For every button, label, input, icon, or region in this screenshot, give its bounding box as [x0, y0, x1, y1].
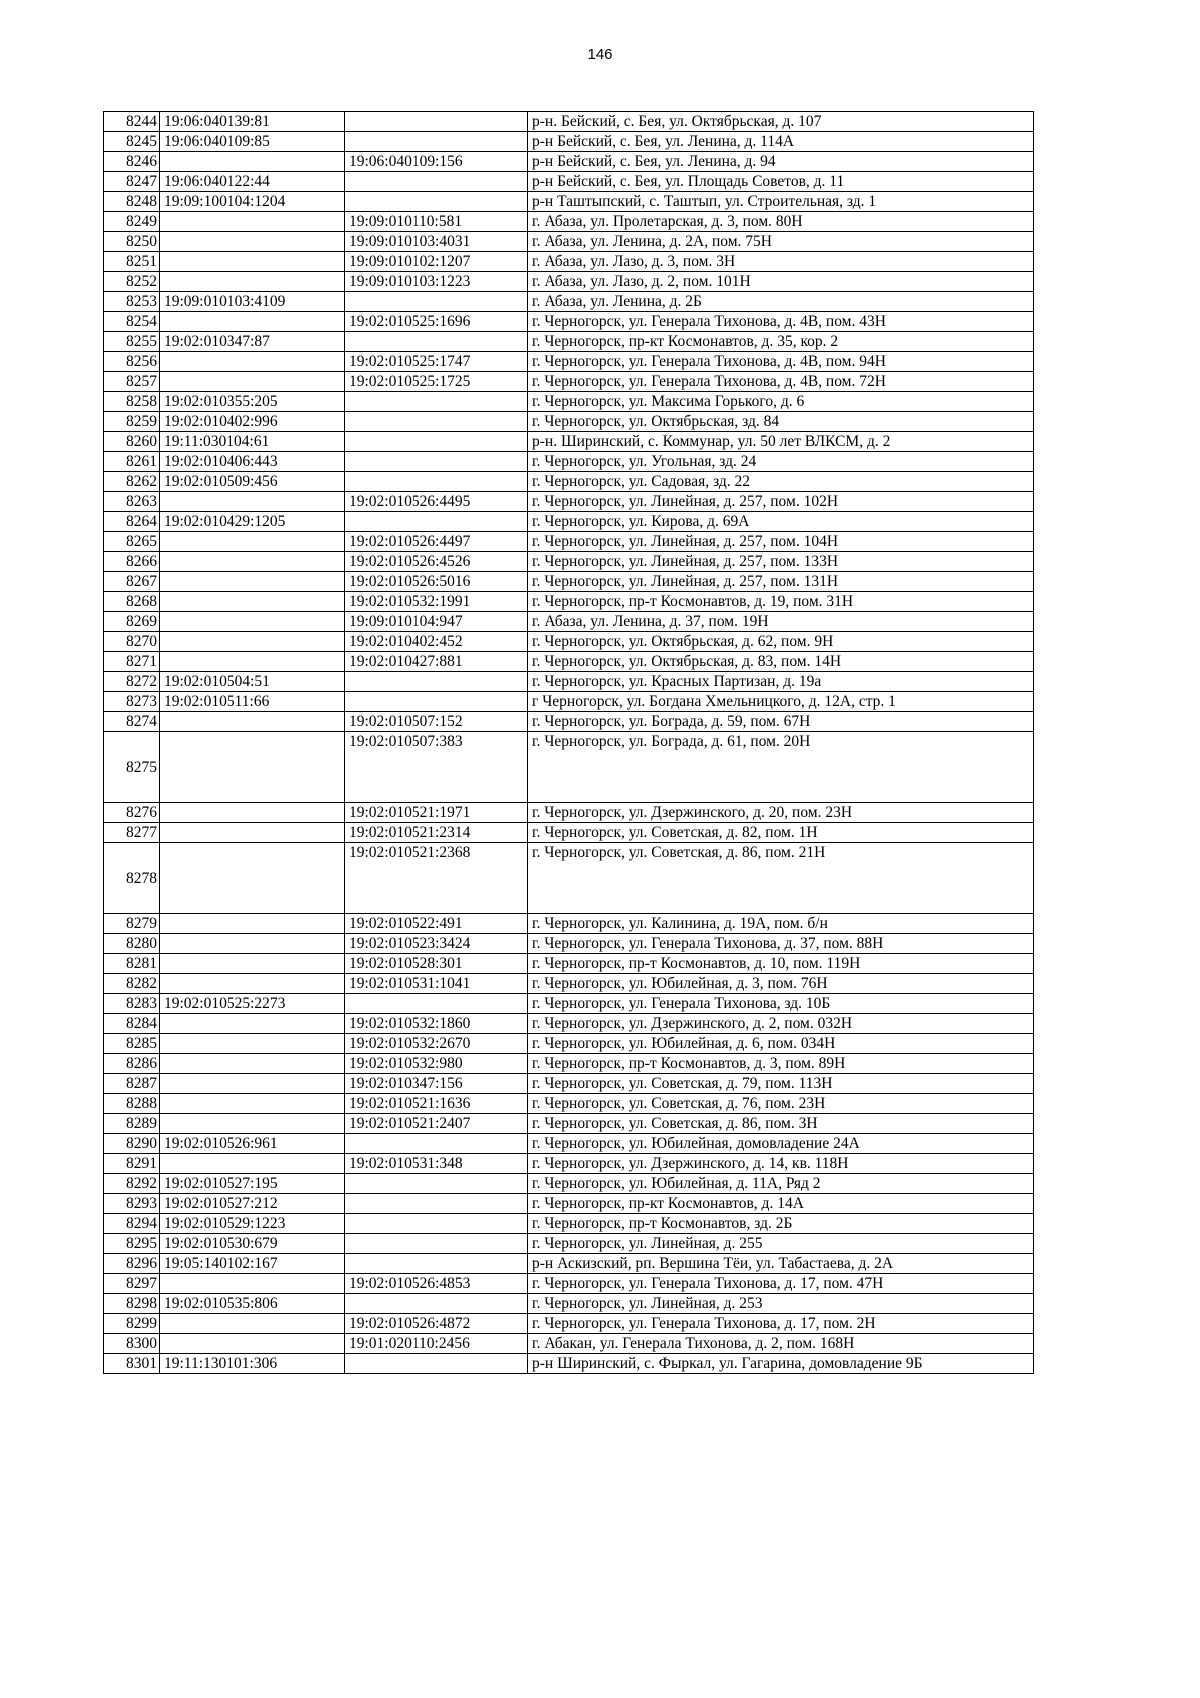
cadastral-number-cell: 19:11:130101:306 — [160, 1354, 345, 1374]
cadastral-number-cell: 19:02:010504:51 — [160, 672, 345, 692]
address-cell: р-н. Ширинский, с. Коммунар, ул. 50 лет ВЛКСМ, д. 2 — [528, 432, 1034, 452]
row-number-cell: 8275 — [104, 732, 160, 803]
premises-cadastral-number-cell: 19:02:010521:2407 — [345, 1114, 528, 1134]
premises-cadastral-number-cell: 19:09:010103:1223 — [345, 272, 528, 292]
premises-cadastral-number-cell — [345, 392, 528, 412]
table-row — [104, 632, 1034, 652]
premises-cadastral-number-cell: 19:02:010528:301 — [345, 954, 528, 974]
premises-cadastral-number-cell: 19:02:010507:383 — [345, 732, 528, 803]
address-cell: г. Черногорск, ул. Дзержинского, д. 20, пом. 23Н — [528, 803, 1034, 823]
table-row — [104, 974, 1034, 994]
row-number-cell: 8250 — [104, 232, 160, 252]
table-row — [104, 1174, 1034, 1194]
premises-cadastral-number-cell: 19:02:010526:4497 — [345, 532, 528, 552]
address-cell: г. Черногорск, ул. Бограда, д. 59, пом. 67Н — [528, 712, 1034, 732]
address-cell: г. Черногорск, ул. Линейная, д. 257, пом. 104Н — [528, 532, 1034, 552]
cadastral-number-cell — [160, 914, 345, 934]
address-cell: г. Черногорск, ул. Советская, д. 79, пом. 113Н — [528, 1074, 1034, 1094]
table-row — [104, 272, 1034, 292]
row-number-cell: 8279 — [104, 914, 160, 934]
premises-cadastral-number-cell — [345, 1294, 528, 1314]
premises-cadastral-number-cell: 19:02:010526:4872 — [345, 1314, 528, 1334]
row-number-cell: 8253 — [104, 292, 160, 312]
address-cell: г. Абаза, ул. Ленина, д. 2А, пом. 75Н — [528, 232, 1034, 252]
address-cell: г. Черногорск, ул. Генерала Тихонова, д. 4В, пом. 94Н — [528, 352, 1034, 372]
address-cell: г. Черногорск, пр-т Космонавтов, зд. 2Б — [528, 1214, 1034, 1234]
cadastral-number-cell — [160, 312, 345, 332]
address-cell: г. Черногорск, ул. Линейная, д. 255 — [528, 1234, 1034, 1254]
table-row — [104, 112, 1034, 132]
cadastral-number-cell: 19:02:010347:87 — [160, 332, 345, 352]
table-row — [104, 803, 1034, 823]
premises-cadastral-number-cell: 19:02:010402:452 — [345, 632, 528, 652]
premises-cadastral-number-cell: 19:09:010104:947 — [345, 612, 528, 632]
cadastral-number-cell: 19:02:010530:679 — [160, 1234, 345, 1254]
cadastral-number-cell: 19:02:010355:205 — [160, 392, 345, 412]
address-cell: г. Черногорск, ул. Юбилейная, д. 11А, Ряд 2 — [528, 1174, 1034, 1194]
cadastral-number-cell — [160, 592, 345, 612]
premises-cadastral-number-cell: 19:02:010507:152 — [345, 712, 528, 732]
table-row — [104, 212, 1034, 232]
table-row — [104, 1074, 1034, 1094]
address-cell: г. Черногорск, пр-т Космонавтов, д. 10, пом. 119Н — [528, 954, 1034, 974]
address-cell: г Черногорск, ул. Богдана Хмельницкого, д. 12А, стр. 1 — [528, 692, 1034, 712]
row-number-cell: 8281 — [104, 954, 160, 974]
row-number-cell: 8257 — [104, 372, 160, 392]
address-cell: г. Черногорск, ул. Юбилейная, д. 3, пом. 76Н — [528, 974, 1034, 994]
table-row — [104, 1234, 1034, 1254]
premises-cadastral-number-cell — [345, 994, 528, 1014]
row-number-cell: 8291 — [104, 1154, 160, 1174]
premises-cadastral-number-cell: 19:02:010532:980 — [345, 1054, 528, 1074]
table-row — [104, 612, 1034, 632]
premises-cadastral-number-cell: 19:02:010532:1860 — [345, 1014, 528, 1034]
cadastral-number-cell: 19:02:010429:1205 — [160, 512, 345, 532]
cadastral-number-cell: 19:09:100104:1204 — [160, 192, 345, 212]
table-row — [104, 1194, 1034, 1214]
cadastral-number-cell — [160, 1334, 345, 1354]
address-cell: г. Абакан, ул. Генерала Тихонова, д. 2, пом. 168Н — [528, 1334, 1034, 1354]
row-number-cell: 8294 — [104, 1214, 160, 1234]
row-number-cell: 8245 — [104, 132, 160, 152]
address-cell: г. Черногорск, ул. Генерала Тихонова, д. 4В, пом. 72Н — [528, 372, 1034, 392]
cadastral-number-cell: 19:02:010509:456 — [160, 472, 345, 492]
address-cell: г. Черногорск, пр-т Космонавтов, д. 19, пом. 31Н — [528, 592, 1034, 612]
row-number-cell: 8259 — [104, 412, 160, 432]
row-number-cell: 8265 — [104, 532, 160, 552]
cadastral-number-cell — [160, 1054, 345, 1074]
premises-cadastral-number-cell — [345, 1254, 528, 1274]
row-number-cell: 8247 — [104, 172, 160, 192]
premises-cadastral-number-cell: 19:02:010532:1991 — [345, 592, 528, 612]
row-number-cell: 8262 — [104, 472, 160, 492]
row-number-cell: 8258 — [104, 392, 160, 412]
table-row — [104, 232, 1034, 252]
cadastral-number-cell — [160, 1074, 345, 1094]
cadastral-number-cell — [160, 232, 345, 252]
address-cell: г. Черногорск, пр-т Космонавтов, д. 3, пом. 89Н — [528, 1054, 1034, 1074]
table-row — [104, 412, 1034, 432]
cadastral-number-cell: 19:11:030104:61 — [160, 432, 345, 452]
cadastral-number-cell — [160, 1314, 345, 1334]
table-row — [104, 132, 1034, 152]
premises-cadastral-number-cell — [345, 1354, 528, 1374]
premises-cadastral-number-cell: 19:02:010525:1725 — [345, 372, 528, 392]
cadastral-number-cell — [160, 652, 345, 672]
table-row — [104, 492, 1034, 512]
premises-cadastral-number-cell: 19:02:010523:3424 — [345, 934, 528, 954]
address-cell: г. Черногорск, ул. Советская, д. 86, пом. 21Н — [528, 843, 1034, 914]
premises-cadastral-number-cell: 19:09:010102:1207 — [345, 252, 528, 272]
row-number-cell: 8244 — [104, 112, 160, 132]
row-number-cell: 8260 — [104, 432, 160, 452]
cadastral-number-cell: 19:02:010406:443 — [160, 452, 345, 472]
row-number-cell: 8266 — [104, 552, 160, 572]
premises-cadastral-number-cell — [345, 132, 528, 152]
premises-cadastral-number-cell: 19:02:010427:881 — [345, 652, 528, 672]
cadastral-number-cell — [160, 552, 345, 572]
table-row — [104, 1054, 1034, 1074]
premises-cadastral-number-cell: 19:02:010521:1636 — [345, 1094, 528, 1114]
address-cell: г. Черногорск, ул. Линейная, д. 257, пом. 133Н — [528, 552, 1034, 572]
address-cell: г. Черногорск, ул. Линейная, д. 257, пом. 102Н — [528, 492, 1034, 512]
premises-cadastral-number-cell — [345, 472, 528, 492]
table-row — [104, 532, 1034, 552]
premises-cadastral-number-cell — [345, 1214, 528, 1234]
cadastral-number-cell: 19:06:040109:85 — [160, 132, 345, 152]
address-cell: г. Черногорск, ул. Октябрьская, д. 62, пом. 9Н — [528, 632, 1034, 652]
table-row — [104, 652, 1034, 672]
cadastral-number-cell — [160, 1154, 345, 1174]
table-row — [104, 672, 1034, 692]
cadastral-number-cell — [160, 803, 345, 823]
address-cell: г. Черногорск, ул. Советская, д. 76, пом. 23Н — [528, 1094, 1034, 1114]
cadastral-number-cell — [160, 572, 345, 592]
premises-cadastral-number-cell — [345, 332, 528, 352]
premises-cadastral-number-cell — [345, 432, 528, 452]
table-row — [104, 152, 1034, 172]
premises-cadastral-number-cell — [345, 172, 528, 192]
row-number-cell: 8252 — [104, 272, 160, 292]
table-row — [104, 732, 1034, 803]
row-number-cell: 8280 — [104, 934, 160, 954]
premises-cadastral-number-cell: 19:02:010526:5016 — [345, 572, 528, 592]
table-row — [104, 843, 1034, 914]
premises-cadastral-number-cell — [345, 1134, 528, 1154]
registry-table — [103, 111, 1034, 1374]
table-row — [104, 1254, 1034, 1274]
address-cell: г. Черногорск, ул. Советская, д. 82, пом. 1Н — [528, 823, 1034, 843]
row-number-cell: 8286 — [104, 1054, 160, 1074]
cadastral-number-cell — [160, 823, 345, 843]
address-cell: р-н Таштыпский, с. Таштып, ул. Строительная, зд. 1 — [528, 192, 1034, 212]
address-cell: г. Черногорск, ул. Дзержинского, д. 2, пом. 032Н — [528, 1014, 1034, 1034]
address-cell: р-н Бейский, с. Бея, ул. Площадь Советов, д. 11 — [528, 172, 1034, 192]
row-number-cell: 8283 — [104, 994, 160, 1014]
cadastral-number-cell: 19:02:010525:2273 — [160, 994, 345, 1014]
table-row — [104, 352, 1034, 372]
address-cell: г. Черногорск, пр-кт Космонавтов, д. 35, кор. 2 — [528, 332, 1034, 352]
address-cell: г. Черногорск, ул. Советская, д. 86, пом. 3Н — [528, 1114, 1034, 1134]
cadastral-number-cell: 19:06:040122:44 — [160, 172, 345, 192]
address-cell: г. Абаза, ул. Ленина, д. 2Б — [528, 292, 1034, 312]
row-number-cell: 8261 — [104, 452, 160, 472]
row-number-cell: 8290 — [104, 1134, 160, 1154]
cadastral-number-cell: 19:02:010402:996 — [160, 412, 345, 432]
address-cell: г. Черногорск, ул. Бограда, д. 61, пом. 20Н — [528, 732, 1034, 803]
registry-table-body — [104, 112, 1034, 1374]
table-row — [104, 1334, 1034, 1354]
row-number-cell: 8263 — [104, 492, 160, 512]
table-row — [104, 1034, 1034, 1054]
address-cell: г. Черногорск, ул. Генерала Тихонова, зд. 10Б — [528, 994, 1034, 1014]
table-row — [104, 1154, 1034, 1174]
address-cell: р-н. Бейский, с. Бея, ул. Октябрьская, д. 107 — [528, 112, 1034, 132]
address-cell: г. Черногорск, ул. Юбилейная, домовладение 24А — [528, 1134, 1034, 1154]
table-row — [104, 1294, 1034, 1314]
cadastral-number-cell: 19:06:040139:81 — [160, 112, 345, 132]
table-row — [104, 392, 1034, 412]
address-cell: г. Черногорск, ул. Кирова, д. 69А — [528, 512, 1034, 532]
premises-cadastral-number-cell — [345, 292, 528, 312]
row-number-cell: 8248 — [104, 192, 160, 212]
address-cell: г. Черногорск, ул. Генерала Тихонова, д. 4В, пом. 43Н — [528, 312, 1034, 332]
table-row — [104, 1114, 1034, 1134]
cadastral-number-cell — [160, 1094, 345, 1114]
row-number-cell: 8268 — [104, 592, 160, 612]
premises-cadastral-number-cell: 19:02:010347:156 — [345, 1074, 528, 1094]
cadastral-number-cell — [160, 1014, 345, 1034]
table-row — [104, 1094, 1034, 1114]
cadastral-number-cell — [160, 1114, 345, 1134]
premises-cadastral-number-cell: 19:02:010521:2368 — [345, 843, 528, 914]
address-cell: г. Абаза, ул. Пролетарская, д. 3, пом. 80Н — [528, 212, 1034, 232]
premises-cadastral-number-cell — [345, 672, 528, 692]
table-row — [104, 192, 1034, 212]
cadastral-number-cell — [160, 974, 345, 994]
row-number-cell: 8267 — [104, 572, 160, 592]
address-cell: г. Черногорск, ул. Октябрьская, зд. 84 — [528, 412, 1034, 432]
table-row — [104, 1274, 1034, 1294]
cadastral-number-cell — [160, 352, 345, 372]
address-cell: г. Черногорск, ул. Генерала Тихонова, д. 17, пом. 2Н — [528, 1314, 1034, 1334]
row-number-cell: 8277 — [104, 823, 160, 843]
cadastral-number-cell: 19:09:010103:4109 — [160, 292, 345, 312]
row-number-cell: 8299 — [104, 1314, 160, 1334]
cadastral-number-cell: 19:02:010527:212 — [160, 1194, 345, 1214]
table-row — [104, 552, 1034, 572]
row-number-cell: 8298 — [104, 1294, 160, 1314]
row-number-cell: 8278 — [104, 843, 160, 914]
premises-cadastral-number-cell — [345, 1174, 528, 1194]
table-row — [104, 432, 1034, 452]
premises-cadastral-number-cell — [345, 452, 528, 472]
premises-cadastral-number-cell: 19:09:010110:581 — [345, 212, 528, 232]
premises-cadastral-number-cell: 19:09:010103:4031 — [345, 232, 528, 252]
table-row — [104, 312, 1034, 332]
premises-cadastral-number-cell — [345, 112, 528, 132]
cadastral-number-cell — [160, 1034, 345, 1054]
premises-cadastral-number-cell — [345, 692, 528, 712]
row-number-cell: 8276 — [104, 803, 160, 823]
table-row — [104, 934, 1034, 954]
row-number-cell: 8249 — [104, 212, 160, 232]
table-row — [104, 172, 1034, 192]
row-number-cell: 8287 — [104, 1074, 160, 1094]
cadastral-number-cell — [160, 532, 345, 552]
table-row — [104, 954, 1034, 974]
row-number-cell: 8274 — [104, 712, 160, 732]
address-cell: г. Абаза, ул. Лазо, д. 2, пом. 101Н — [528, 272, 1034, 292]
row-number-cell: 8255 — [104, 332, 160, 352]
table-row — [104, 372, 1034, 392]
premises-cadastral-number-cell: 19:02:010531:348 — [345, 1154, 528, 1174]
table-row — [104, 1214, 1034, 1234]
address-cell: р-н Бейский, с. Бея, ул. Ленина, д. 94 — [528, 152, 1034, 172]
address-cell: г. Черногорск, ул. Октябрьская, д. 83, пом. 14Н — [528, 652, 1034, 672]
cadastral-number-cell — [160, 492, 345, 512]
table-row — [104, 472, 1034, 492]
premises-cadastral-number-cell — [345, 192, 528, 212]
table-row — [104, 512, 1034, 532]
cadastral-number-cell — [160, 272, 345, 292]
row-number-cell: 8296 — [104, 1254, 160, 1274]
cadastral-number-cell: 19:02:010529:1223 — [160, 1214, 345, 1234]
row-number-cell: 8269 — [104, 612, 160, 632]
premises-cadastral-number-cell — [345, 1234, 528, 1254]
row-number-cell: 8301 — [104, 1354, 160, 1374]
premises-cadastral-number-cell: 19:02:010522:491 — [345, 914, 528, 934]
row-number-cell: 8300 — [104, 1334, 160, 1354]
address-cell: р-н Ширинский, с. Фыркал, ул. Гагарина, домовладение 9Б — [528, 1354, 1034, 1374]
row-number-cell: 8271 — [104, 652, 160, 672]
cadastral-number-cell: 19:02:010535:806 — [160, 1294, 345, 1314]
cadastral-number-cell: 19:05:140102:167 — [160, 1254, 345, 1274]
table-row — [104, 292, 1034, 312]
table-row — [104, 252, 1034, 272]
row-number-cell: 8246 — [104, 152, 160, 172]
table-row — [104, 823, 1034, 843]
address-cell: г. Черногорск, ул. Линейная, д. 253 — [528, 1294, 1034, 1314]
row-number-cell: 8256 — [104, 352, 160, 372]
premises-cadastral-number-cell: 19:02:010521:1971 — [345, 803, 528, 823]
row-number-cell: 8289 — [104, 1114, 160, 1134]
table-row — [104, 572, 1034, 592]
row-number-cell: 8285 — [104, 1034, 160, 1054]
address-cell: г. Абаза, ул. Лазо, д. 3, пом. 3Н — [528, 252, 1034, 272]
table-row — [104, 1314, 1034, 1334]
address-cell: р-н Бейский, с. Бея, ул. Ленина, д. 114А — [528, 132, 1034, 152]
premises-cadastral-number-cell: 19:02:010531:1041 — [345, 974, 528, 994]
premises-cadastral-number-cell: 19:02:010532:2670 — [345, 1034, 528, 1054]
row-number-cell: 8288 — [104, 1094, 160, 1114]
row-number-cell: 8293 — [104, 1194, 160, 1214]
address-cell: г. Черногорск, ул. Садовая, зд. 22 — [528, 472, 1034, 492]
premises-cadastral-number-cell — [345, 1194, 528, 1214]
row-number-cell: 8295 — [104, 1234, 160, 1254]
premises-cadastral-number-cell: 19:02:010521:2314 — [345, 823, 528, 843]
row-number-cell: 8270 — [104, 632, 160, 652]
cadastral-number-cell — [160, 372, 345, 392]
address-cell: г. Черногорск, ул. Юбилейная, д. 6, пом. 034Н — [528, 1034, 1034, 1054]
table-row — [104, 1354, 1034, 1374]
address-cell: г. Черногорск, ул. Красных Партизан, д. 19а — [528, 672, 1034, 692]
address-cell: г. Черногорск, ул. Максима Горького, д. 6 — [528, 392, 1034, 412]
page-number: 146 — [587, 46, 613, 63]
premises-cadastral-number-cell: 19:01:020110:2456 — [345, 1334, 528, 1354]
row-number-cell: 8272 — [104, 672, 160, 692]
premises-cadastral-number-cell — [345, 412, 528, 432]
address-cell: г. Абаза, ул. Ленина, д. 37, пом. 19Н — [528, 612, 1034, 632]
premises-cadastral-number-cell: 19:02:010526:4495 — [345, 492, 528, 512]
cadastral-number-cell — [160, 152, 345, 172]
address-cell: г. Черногорск, ул. Дзержинского, д. 14, кв. 118Н — [528, 1154, 1034, 1174]
row-number-cell: 8292 — [104, 1174, 160, 1194]
premises-cadastral-number-cell: 19:02:010526:4853 — [345, 1274, 528, 1294]
table-row — [104, 712, 1034, 732]
cadastral-number-cell — [160, 212, 345, 232]
cadastral-number-cell — [160, 732, 345, 803]
cadastral-number-cell — [160, 632, 345, 652]
premises-cadastral-number-cell: 19:02:010525:1747 — [345, 352, 528, 372]
row-number-cell: 8284 — [104, 1014, 160, 1034]
table-row — [104, 332, 1034, 352]
cadastral-number-cell — [160, 712, 345, 732]
premises-cadastral-number-cell: 19:02:010526:4526 — [345, 552, 528, 572]
row-number-cell: 8273 — [104, 692, 160, 712]
table-row — [104, 994, 1034, 1014]
row-number-cell: 8282 — [104, 974, 160, 994]
premises-cadastral-number-cell: 19:06:040109:156 — [345, 152, 528, 172]
address-cell: г. Черногорск, ул. Угольная, зд. 24 — [528, 452, 1034, 472]
cadastral-number-cell: 19:02:010511:66 — [160, 692, 345, 712]
address-cell: г. Черногорск, ул. Генерала Тихонова, д. 17, пом. 47Н — [528, 1274, 1034, 1294]
cadastral-number-cell — [160, 252, 345, 272]
cadastral-number-cell — [160, 612, 345, 632]
cadastral-number-cell: 19:02:010527:195 — [160, 1174, 345, 1194]
premises-cadastral-number-cell: 19:02:010525:1696 — [345, 312, 528, 332]
cadastral-number-cell — [160, 843, 345, 914]
table-row — [104, 1134, 1034, 1154]
cadastral-number-cell — [160, 1274, 345, 1294]
row-number-cell: 8254 — [104, 312, 160, 332]
cadastral-number-cell — [160, 954, 345, 974]
premises-cadastral-number-cell — [345, 512, 528, 532]
row-number-cell: 8264 — [104, 512, 160, 532]
address-cell: г. Черногорск, ул. Генерала Тихонова, д. 37, пом. 88Н — [528, 934, 1034, 954]
table-row — [104, 1014, 1034, 1034]
row-number-cell: 8297 — [104, 1274, 160, 1294]
cadastral-number-cell: 19:02:010526:961 — [160, 1134, 345, 1154]
address-cell: г. Черногорск, пр-кт Космонавтов, д. 14А — [528, 1194, 1034, 1214]
table-row — [104, 452, 1034, 472]
row-number-cell: 8251 — [104, 252, 160, 272]
table-row — [104, 592, 1034, 612]
table-row — [104, 914, 1034, 934]
address-cell: г. Черногорск, ул. Калинина, д. 19А, пом. б/н — [528, 914, 1034, 934]
address-cell: г. Черногорск, ул. Линейная, д. 257, пом. 131Н — [528, 572, 1034, 592]
table-row — [104, 692, 1034, 712]
cadastral-number-cell — [160, 934, 345, 954]
address-cell: р-н Аскизский, рп. Вершина Тёи, ул. Табастаева, д. 2А — [528, 1254, 1034, 1274]
